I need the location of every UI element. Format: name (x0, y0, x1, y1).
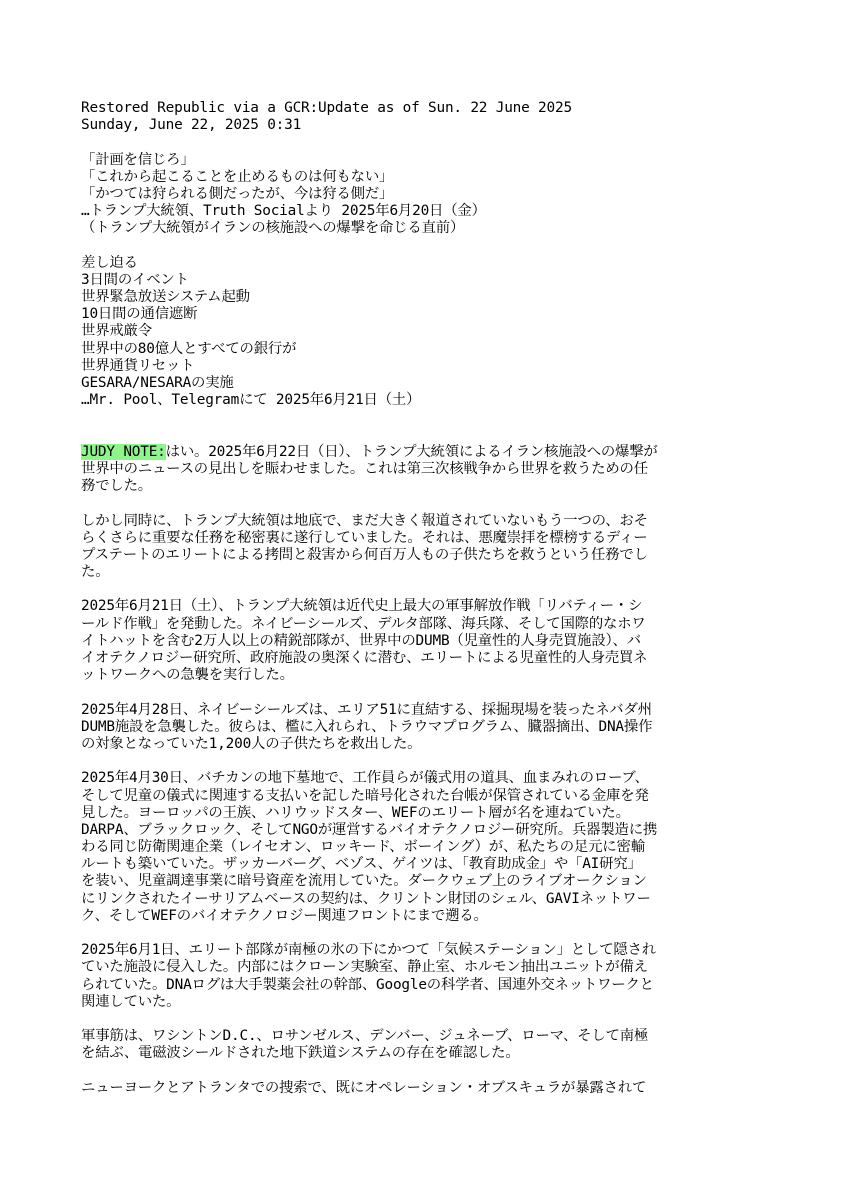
paragraph-line: イオテクノロジー研究所、政府施設の奥深くに潜む、エリートによる児童性的人身売買ネ (81, 650, 648, 667)
paragraph-line: られていた。DNAログは大手製薬会社の幹部、Googleの科学者、国連外交ネットワークと (81, 976, 654, 993)
paragraph-line: ニューヨークとアトランタでの捜索で、既にオペレーション・オブスキュラが暴露されて (81, 1079, 647, 1096)
document-header (81, 100, 771, 134)
document-page (81, 100, 771, 1097)
judy-note-line: 務でした。 (81, 478, 152, 495)
paragraph-line: そして児童の儀式に関連する支払いを記した暗号化された台帳が保管されている金庫を発 (81, 787, 649, 804)
judy-note-label: JUDY NOTE: (81, 443, 166, 460)
quote-note: （トランプ大統領がイランの核施設への爆撃を命じる直前） (81, 220, 465, 237)
paragraph-line: 見した。ヨーロッパの王族、ハリウッドスター、WEFのエリート層が名を連ねていた。 (81, 804, 630, 821)
judy-note-text: はい。2025年6月22日（日）、トランプ大統領によるイラン核施設への爆撃が (165, 443, 658, 460)
quote-attribution: …トランプ大統領、Truth Socialより 2025年6月20日（金） (81, 203, 486, 220)
paragraph-nevada-raid (81, 702, 771, 754)
paragraph-line: ールド作戦」を発動した。ネイビーシールズ、デルタ部隊、海兵隊、そして国際的なホワ (81, 615, 646, 632)
paragraph-line: 2025年4月30日、バチカンの地下墓地で、工作員らが儀式用の道具、血まみれのローブ、 (81, 770, 649, 787)
paragraph-line: イトハットを含む2万人以上の精鋭部隊が、世界中のDUMB（児童性的人身売買施設）、バ (81, 632, 641, 649)
quote-line: 「かつては狩られる側だったが、今は狩る側だ」 (81, 185, 394, 202)
paragraph-line: 2025年6月21日（土）、トランプ大統領は近代史上最大の軍事解放作戦「リバティー・シ (81, 598, 643, 615)
paragraph-line: DARPA、ブラックロック、そしてNGOが運営するバイオテクノロジー研究所。兵器製造に携 (81, 821, 658, 838)
paragraph-line: を結ぶ、電磁波シールドされた地下鉄道システムの存在を確認した。 (81, 1045, 520, 1062)
paragraph-obscura (81, 1080, 771, 1097)
quote-line: 世界緊急放送システム起動 (81, 289, 250, 306)
quote-line: 「計画を信じろ」 (81, 151, 195, 168)
paragraph-line: 2025年4月28日、ネイビーシールズは、エリア51に直結する、採掘現場を装ったネバダ州 (81, 701, 652, 718)
paragraph-line: 軍事筋は、ワシントンD.C.、ロサンゼルス、デンバー、ジュネーブ、ローマ、そして南極 (81, 1028, 649, 1045)
paragraph-line: プステートのエリートによる拷問と殺害から何百万人もの子供たちを救うという任務でし (81, 546, 648, 563)
paragraph-line: にリンクされたイーサリアムベースの契約は、クリントン財団のシェル、GAVIネットワー (81, 890, 651, 907)
paragraph-line: ク、そしてWEFのバイオテクノロジー関連フロントにまで遡る。 (81, 907, 488, 924)
paragraph-line: わる同じ防衛関連企業（レイセオン、ロッキード、ボーイング）が、私たちの足元に密輸 (81, 839, 645, 856)
paragraph-line: た。 (81, 564, 110, 581)
paragraph-line: 2025年6月1日、エリート部隊が南極の氷の下にかつて「気候ステーション」として隠され (81, 942, 656, 959)
judy-note-line: 世界中のニュースの見出しを賑わせました。これは第三次核戦争から世界を救うための任 (81, 460, 648, 477)
judy-note-paragraph (81, 444, 771, 496)
quote-line: 差し迫る (81, 254, 138, 271)
quote-line: GESARA/NESARAの実施 (81, 375, 234, 391)
paragraph-line: ていた施設に侵入した。内部にはクローン実験室、静止室、ホルモン抽出ユニットが備え (81, 959, 648, 976)
trump-quote-block (81, 152, 771, 238)
paragraph-line: らくさらに重要な任務を秘密裏に遂行していました。それは、悪魔崇拝を標榜するディー (81, 529, 648, 546)
paragraph-line: の対象となっていた1,200人の子供たちを救出した。 (81, 735, 422, 752)
quote-line: 世界中の80億人とすべての銀行が (81, 340, 297, 357)
paragraph-line: ットワークへの急襲を実行した。 (81, 667, 294, 684)
quote-line: 3日間のイベント (81, 271, 189, 288)
quote-line: 世界通貨リセット (81, 357, 195, 374)
document-datetime: Sunday, June 22, 2025 0:31 (81, 117, 302, 134)
paragraph-liberty-shield (81, 598, 771, 684)
quote-line: 10日間の通信遮断 (81, 306, 198, 323)
paragraph-secret-mission (81, 513, 771, 582)
paragraph-line: ルートも築いていた。ザッカーバーグ、ベゾス、ゲイツは、「教育助成金」や「AI研究」 (81, 856, 642, 873)
quote-attribution: …Mr. Pool、Telegramにて 2025年6月21日（土） (81, 392, 421, 409)
paragraph-line: 関連していた。 (81, 993, 181, 1010)
quote-line: 世界戒厳令 (81, 323, 152, 340)
paragraph-line: しかし同時に、トランプ大統領は地底で、まだ大きく報道されていないもう一つの、おそ (81, 512, 648, 529)
pool-quote-block (81, 255, 771, 410)
document-title: Restored Republic via a GCR:Update as of Sun. 22 June 2025 (81, 100, 572, 116)
paragraph-line: DUMB施設を急襲した。彼らは、檻に入れられ、トラウマプログラム、臓器摘出、DNA操作 (81, 718, 653, 735)
quote-line: 「これから起こることを止めるものは何もない」 (81, 168, 394, 185)
paragraph-line: を装い、児童調達事業に暗号資産を流用していた。ダークウェブ上のライブオークション (81, 873, 647, 890)
paragraph-rail-system (81, 1028, 771, 1062)
judy-note-line (81, 444, 771, 461)
paragraph-vatican (81, 770, 771, 925)
paragraph-antarctica (81, 942, 771, 1011)
